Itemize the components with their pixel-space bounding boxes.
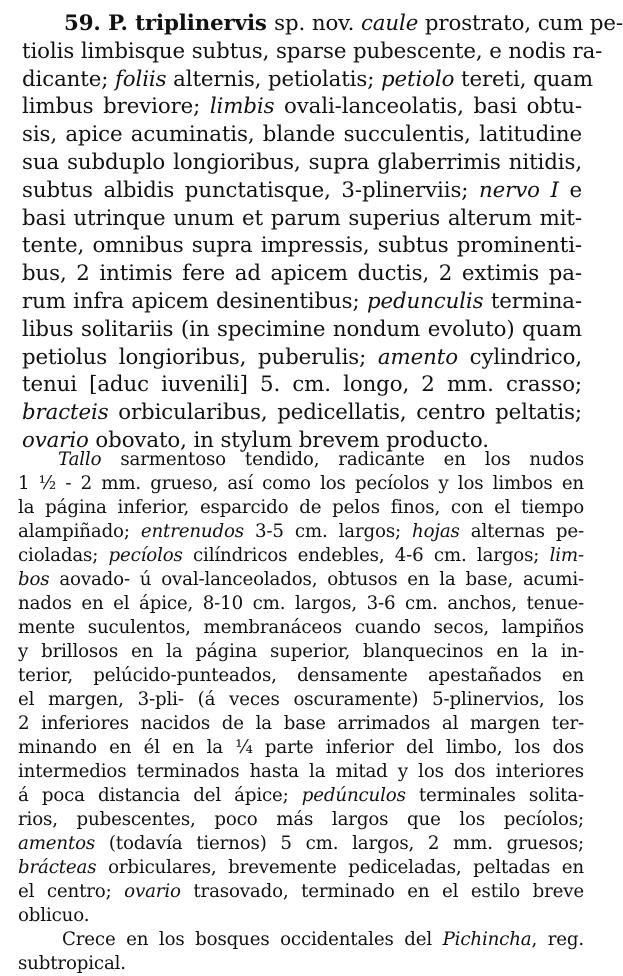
- text-run: bus, 2 intimis fere ad apicem ductis, 2 extimis pa-: [22, 261, 582, 287]
- text-run: ovali-lanceolatis, basi obtu-: [274, 94, 583, 120]
- text-run: (todavía tiernos) 5 cm. largos, 2 mm. gruesos;: [95, 833, 584, 854]
- latin-line: [22, 399, 582, 427]
- italic-term: bos: [18, 569, 50, 590]
- italic-term: ovario: [124, 881, 181, 902]
- text-run: el centro;: [18, 881, 125, 902]
- text-run: dicante;: [22, 66, 115, 92]
- latin-line: [22, 232, 582, 260]
- italic-term: caule: [360, 11, 419, 36]
- text-run: sarmentoso tendido, radicante en los nudos: [101, 449, 584, 470]
- italic-term: pecíolos: [108, 545, 183, 566]
- latin-line: [22, 288, 582, 316]
- text-run: intermedios terminados hasta la mitad y los dos interiores: [18, 761, 584, 782]
- text-run: alampiñado;: [18, 521, 141, 542]
- italic-term: pedúnculos: [301, 785, 406, 806]
- text-run: limbus breviore;: [22, 94, 210, 120]
- spanish-line: [18, 664, 584, 688]
- latin-description: [22, 10, 623, 455]
- text-run: tiolis limbisque subtus, sparse pubescente, e nodis ra-: [22, 38, 603, 64]
- text-run: tenui [aduc iuvenili] 5. cm. longo, 2 mm. crasso;: [22, 372, 582, 398]
- habitat-line: [18, 928, 584, 952]
- text-run: alternas pe-: [459, 521, 584, 542]
- spanish-line: [18, 880, 584, 904]
- italic-term: lim-: [549, 545, 584, 566]
- text-run: termina-: [483, 288, 583, 314]
- text-run: á poca distancia del ápice;: [18, 785, 302, 806]
- spanish-line: [18, 784, 584, 808]
- latin-line: [22, 205, 582, 233]
- text-run: sp. nov.: [274, 11, 361, 36]
- spanish-description: [18, 448, 584, 976]
- italic-term: amento: [377, 344, 458, 370]
- text-run: obovato, in stylum brevem producto.: [88, 427, 489, 453]
- italic-term: Tallo: [58, 449, 102, 470]
- latin-line: [22, 316, 582, 344]
- text-run: la página inferior, esparcido de pelos finos, con el tiempo: [18, 497, 584, 518]
- text-run: subtropical.: [18, 953, 126, 974]
- text-run: cilíndricos endebles, 4-6 cm. largos;: [182, 545, 550, 566]
- spanish-line: [18, 736, 584, 760]
- text-run: e: [558, 177, 582, 203]
- spanish-line: [18, 568, 584, 592]
- latin-line: [22, 344, 582, 372]
- text-run: trasovado, terminado en el estilo breve: [180, 881, 584, 902]
- spanish-line: [18, 640, 584, 664]
- latin-line: [22, 66, 593, 94]
- latin-line: [22, 149, 582, 177]
- latin-line: [22, 10, 623, 38]
- spanish-line: [18, 808, 584, 832]
- spanish-line: [18, 712, 584, 736]
- text-run: cioladas;: [18, 545, 109, 566]
- italic-term: hojas: [412, 521, 460, 542]
- italic-term: amentos: [18, 833, 96, 854]
- text-run: 1 ½ - 2 mm. grueso, así como los pecíolos y los limbos en: [18, 473, 584, 494]
- text-run: oblicuo.: [18, 905, 90, 926]
- text-run: 3-5 cm. largos;: [243, 521, 412, 542]
- spanish-line: [18, 616, 584, 640]
- spanish-line: [18, 544, 584, 568]
- spanish-line: [18, 520, 584, 544]
- species-number: 59.: [64, 11, 109, 36]
- text-run: el margen, 3-pli- (á veces oscuramente) 5-plinervios, los: [18, 689, 584, 710]
- text-run: rios, pubescentes, poco más largos que los pecíolos;: [18, 809, 584, 830]
- spanish-line: [18, 688, 584, 712]
- habitat-line: [18, 952, 584, 976]
- text-run: sis, apice acuminatis, blande succulentis, latitudine: [22, 122, 582, 148]
- spanish-line: [18, 832, 584, 856]
- text-run: libus solitariis (in specimine nondum evoluto) quam: [22, 316, 582, 342]
- text-run: sua subduplo longioribus, supra glaberrimis nitidis,: [22, 149, 582, 175]
- text-run: minando en él en la ¼ parte inferior del limbo, los dos: [18, 737, 584, 758]
- text-run: orbicularibus, pedicellatis, centro peltatis;: [108, 400, 582, 426]
- text-run: y brillosos en la página superior, blanquecinos en la in-: [18, 641, 584, 662]
- text-run: 2 inferiores nacidos de la base arrimados al margen ter-: [18, 713, 584, 734]
- spanish-line: [18, 904, 584, 928]
- spanish-line: [18, 448, 584, 472]
- italic-term: entrenudos: [140, 521, 244, 542]
- latin-line: [22, 38, 603, 66]
- text-run: Crece en los bosques occidentales del: [62, 929, 443, 950]
- italic-term: pedunculis: [366, 288, 484, 314]
- text-run: petiolus longioribus, puberulis;: [22, 344, 378, 370]
- spanish-line: [18, 856, 584, 880]
- italic-term: nervo I: [479, 177, 559, 203]
- text-run: aovado- ú oval-lanceolados, obtusos en la base, acumi-: [49, 569, 584, 590]
- text-run: subtus albidis punctatisque, 3-plinerviis;: [22, 177, 480, 203]
- italic-term: brácteas: [18, 857, 97, 878]
- text-run: tereti, quam: [454, 66, 593, 92]
- italic-term: Pichincha: [442, 929, 532, 950]
- text-run: alternis, petiolatis;: [166, 66, 381, 92]
- text-run: orbiculares, brevemente pediceladas, peltadas en: [96, 857, 584, 878]
- latin-line: [22, 93, 582, 121]
- latin-line: [22, 260, 582, 288]
- spanish-line: [18, 496, 584, 520]
- text-run: terminales solita-: [405, 785, 584, 806]
- italic-term: ovario: [22, 427, 89, 453]
- latin-line: [22, 177, 582, 205]
- spanish-line: [18, 760, 584, 784]
- text-run: tente, omnibus supra impressis, subtus prominenti-: [22, 233, 582, 259]
- text-run: terior, pelúcido-punteados, densamente apestañados en: [18, 665, 584, 686]
- text-run: prostrato, cum pe-: [418, 11, 623, 36]
- species-name: P. triplinervis: [108, 11, 275, 36]
- text-run: mente suculentos, membranáceos cuando secos, lampiños: [18, 617, 584, 638]
- spanish-line: [18, 472, 584, 496]
- latin-line: [22, 121, 582, 149]
- italic-term: foliis: [115, 66, 167, 92]
- habitat-paragraph: [18, 928, 584, 976]
- text-run: cylindrico,: [457, 344, 582, 370]
- spanish-line: [18, 592, 584, 616]
- italic-term: limbis: [209, 94, 275, 120]
- text-run: basi utrinque unum et parum superius alterum mit-: [22, 205, 582, 231]
- latin-line: [22, 371, 582, 399]
- italic-term: petiolo: [380, 66, 455, 92]
- text-run: rum infra apicem desinentibus;: [22, 288, 367, 314]
- italic-term: bracteis: [22, 400, 109, 426]
- text-run: nados en el ápice, 8-10 cm. largos, 3-6 cm. anchos, tenue-: [18, 593, 584, 614]
- text-run: , reg.: [531, 929, 584, 950]
